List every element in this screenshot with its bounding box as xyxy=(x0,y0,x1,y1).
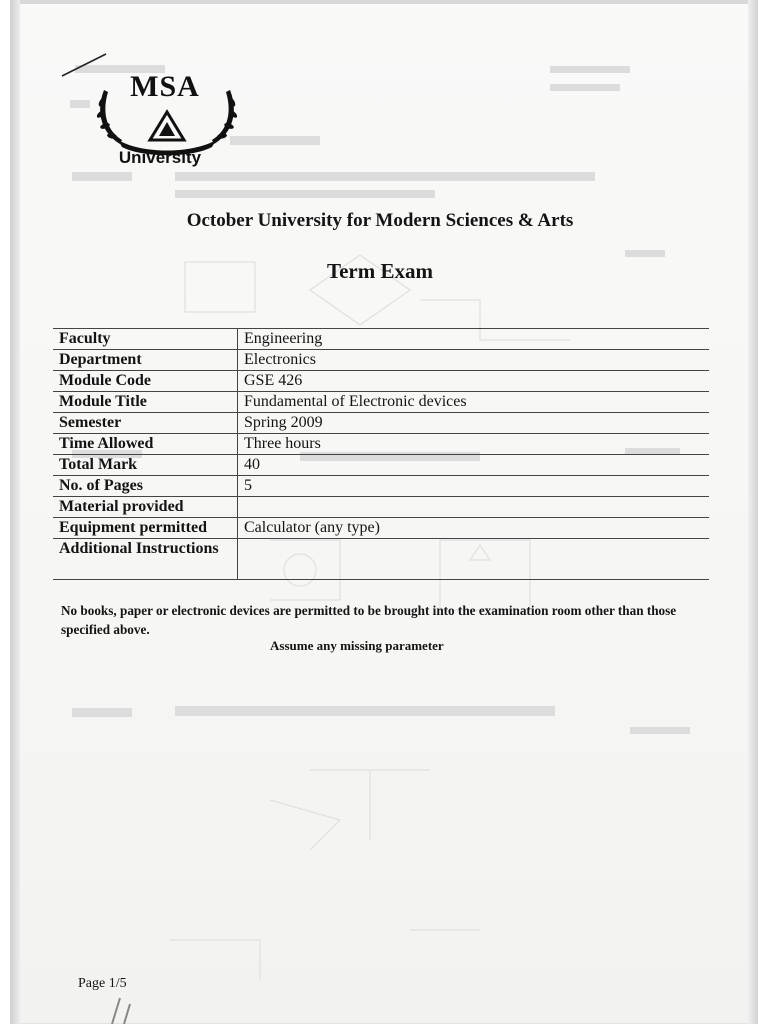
exam-title: Term Exam xyxy=(327,259,433,283)
row-label: Module Title xyxy=(53,392,238,413)
table-row xyxy=(53,371,709,392)
scan-edge-right xyxy=(748,0,758,1024)
row-label: Faculty xyxy=(53,329,238,350)
row-label: Semester xyxy=(53,413,238,434)
table-row xyxy=(53,518,709,539)
row-label: Material provided xyxy=(53,497,238,518)
table-row xyxy=(53,539,709,580)
exam-rules-notice: No books, paper or electronic devices are permitted to be brought into the examination room other than those specified above. xyxy=(61,603,677,637)
table-row xyxy=(53,455,709,476)
table-row xyxy=(53,329,709,350)
row-value: Calculator (any type) xyxy=(238,518,710,539)
table-row xyxy=(53,413,709,434)
page-number: Page 1/5 xyxy=(78,976,127,991)
row-label: Equipment permitted xyxy=(53,518,238,539)
table-row xyxy=(53,350,709,371)
row-value: Spring 2009 xyxy=(238,413,710,434)
logo-subtitle: University xyxy=(118,148,202,167)
row-value: 5 xyxy=(238,476,710,497)
msa-university-logo xyxy=(92,70,242,182)
table-row xyxy=(53,434,709,455)
row-label: Module Code xyxy=(53,371,238,392)
row-value: Electronics xyxy=(238,350,710,371)
scan-artifact-mark xyxy=(100,996,140,1024)
row-label: Time Allowed xyxy=(53,434,238,455)
row-label: Total Mark xyxy=(53,455,238,476)
row-value: Engineering xyxy=(238,329,710,350)
row-label: Additional Instructions xyxy=(53,539,238,580)
table-row xyxy=(53,497,709,518)
exam-info-table xyxy=(53,328,709,580)
row-value: GSE 426 xyxy=(238,371,710,392)
row-value: Three hours xyxy=(238,434,710,455)
logo-wordmark: MSA xyxy=(130,70,200,103)
row-value: Fundamental of Electronic devices xyxy=(238,392,710,413)
table-row xyxy=(53,476,709,497)
row-label: No. of Pages xyxy=(53,476,238,497)
row-label: Department xyxy=(53,350,238,371)
scan-edge-left xyxy=(10,0,20,1024)
assumption-note: Assume any missing parameter xyxy=(270,638,444,653)
row-value: 40 xyxy=(238,455,710,476)
table-row xyxy=(53,392,709,413)
row-value xyxy=(238,539,710,580)
university-title: October University for Modern Sciences & Arts xyxy=(186,210,574,231)
row-value xyxy=(238,497,710,518)
